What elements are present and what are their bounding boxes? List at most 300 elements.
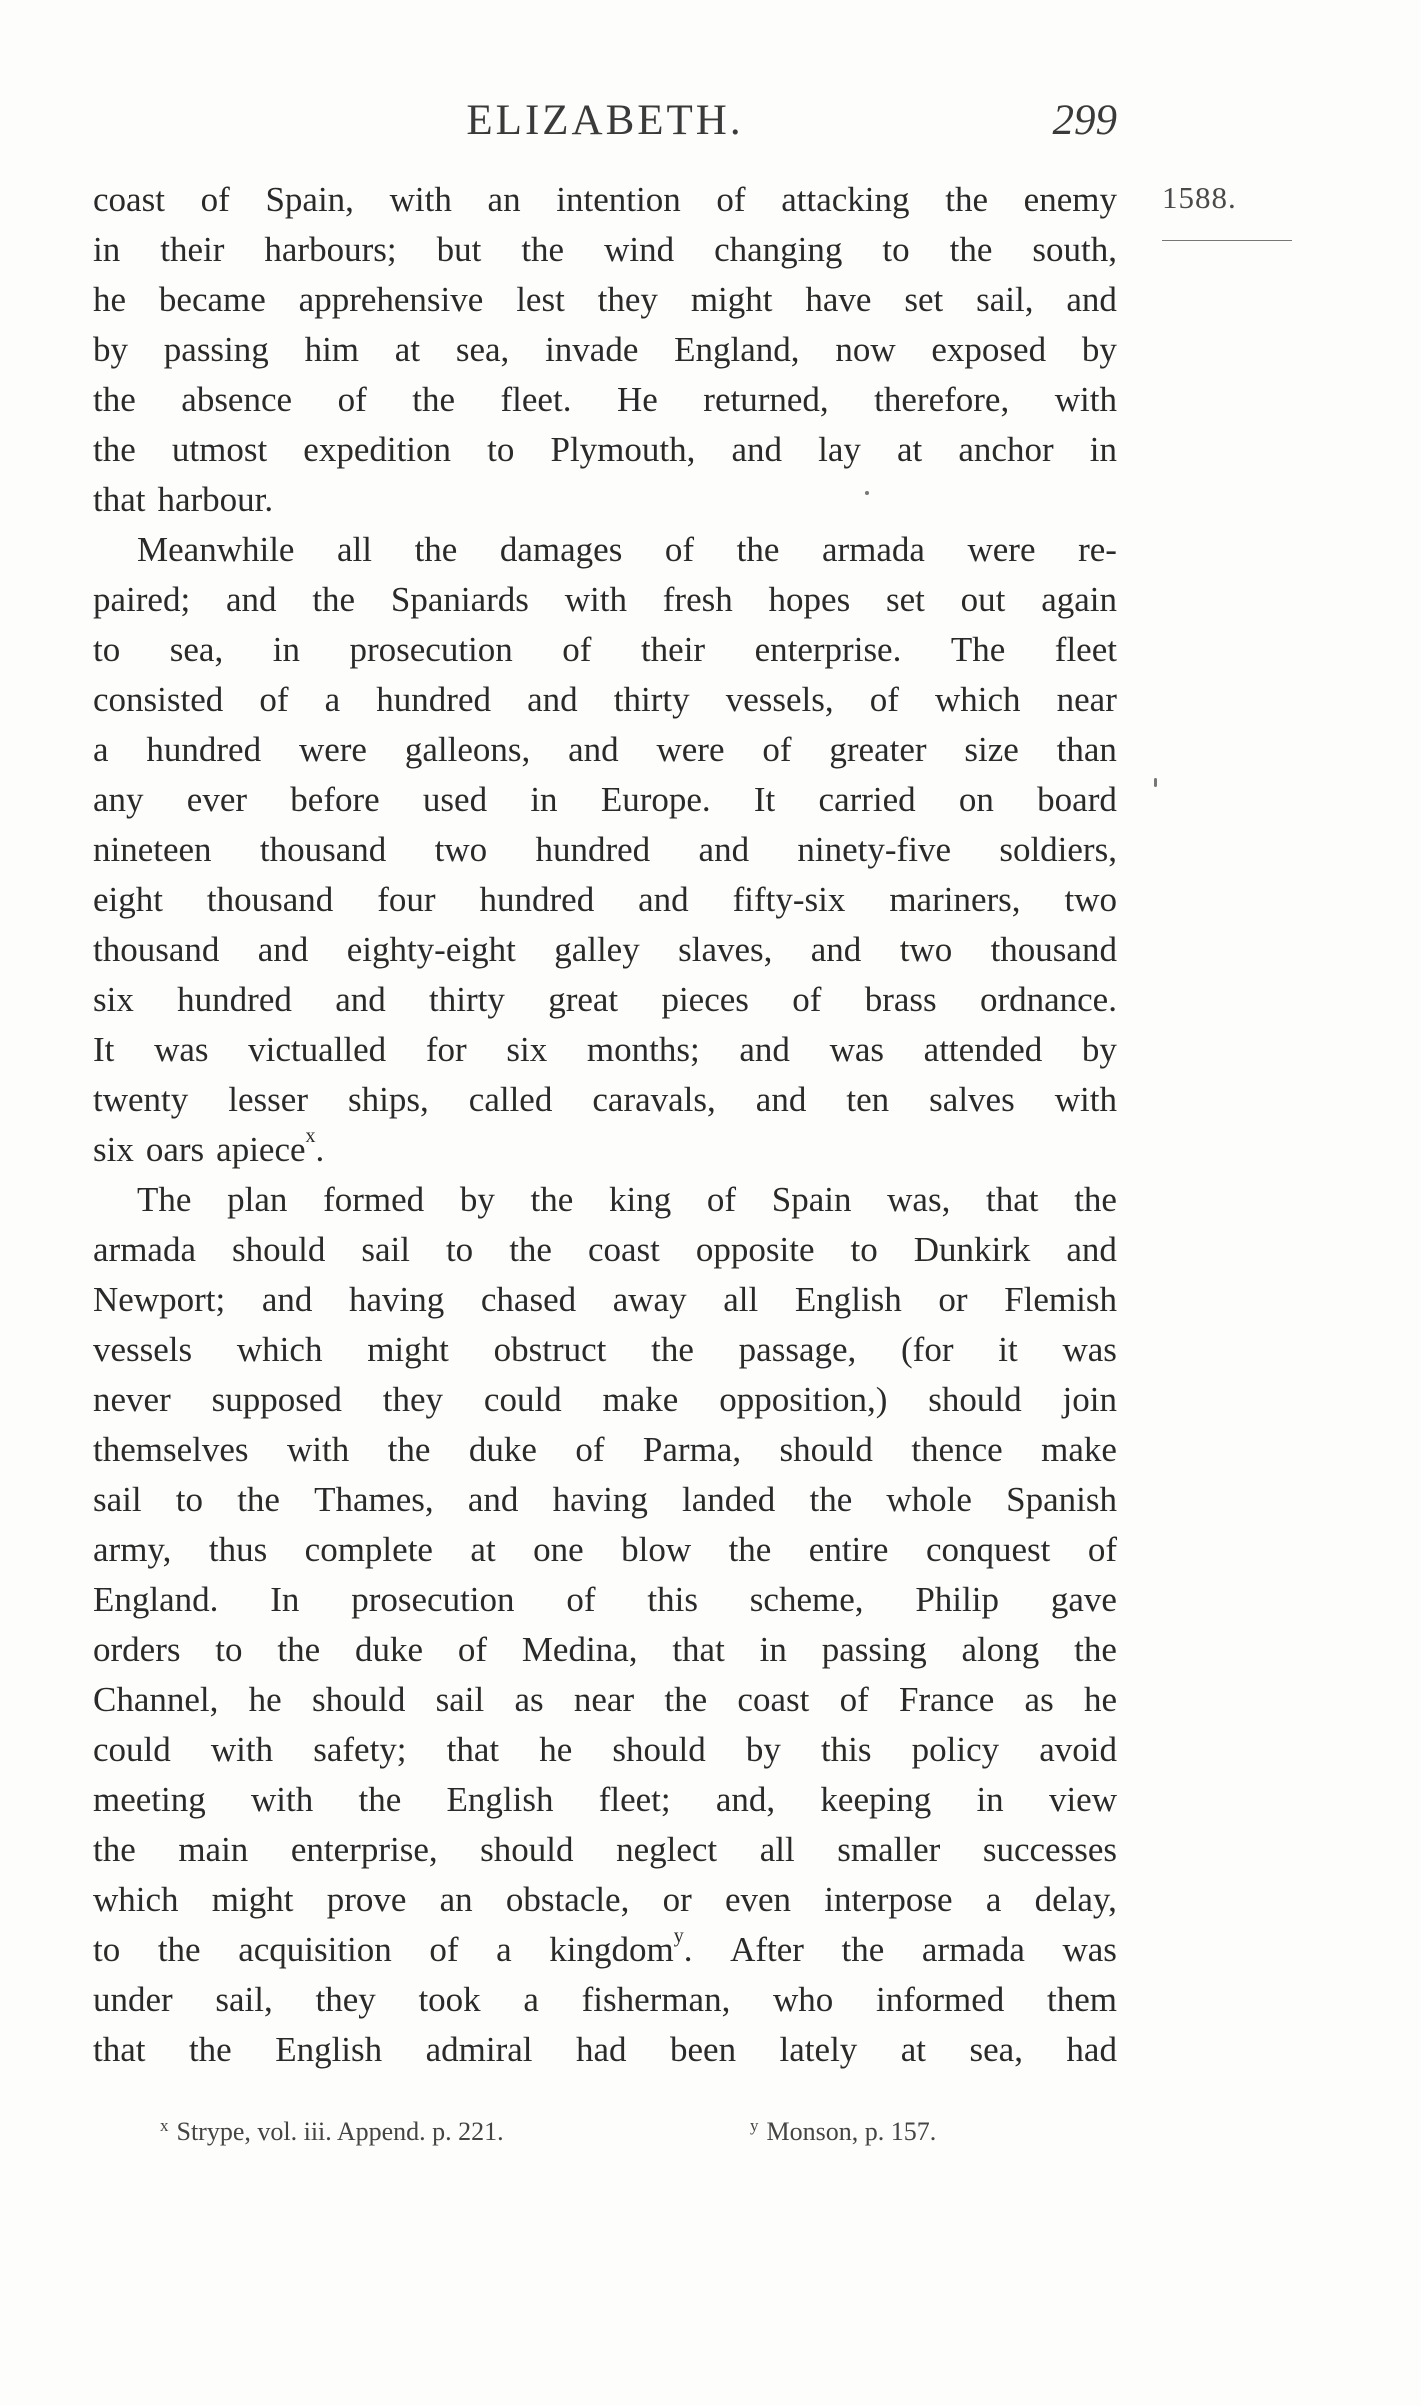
word: avoid (1039, 1730, 1117, 1769)
word: passing (163, 330, 269, 369)
footnote-y (750, 2117, 936, 2147)
word: and (225, 580, 277, 619)
word: neglect (616, 1830, 718, 1869)
body-text (93, 175, 1117, 2075)
word: of (664, 530, 695, 569)
word: prosecution (349, 630, 513, 669)
word: vessels, (725, 680, 834, 719)
word: The (137, 1180, 192, 1219)
word: apiece$^x$. (216, 1125, 325, 1169)
word: in (272, 630, 300, 669)
word: the (188, 2030, 232, 2069)
word: armada (921, 1930, 1025, 1969)
word: with (1054, 1080, 1117, 1119)
word: successes (982, 1830, 1117, 1869)
word: or (938, 1280, 968, 1319)
word: brass (864, 980, 937, 1019)
word: armada (93, 1230, 196, 1269)
word: away (612, 1280, 687, 1319)
word: armada (821, 530, 925, 569)
word: he (93, 280, 127, 319)
text-line (93, 1425, 1117, 1475)
word: that (93, 480, 146, 519)
word: at (394, 330, 421, 369)
word: the (736, 530, 780, 569)
footnote-mark: y (750, 2116, 759, 2135)
word: hundred (177, 980, 292, 1019)
word: landed (682, 1480, 776, 1519)
word: passage, (738, 1330, 857, 1369)
word: at (470, 1530, 496, 1569)
word: complete (304, 1530, 433, 1569)
word: size (964, 730, 1019, 769)
word: kingdom$^y$. (549, 1925, 693, 1969)
word: hundred (146, 730, 262, 769)
word: fresh (662, 580, 733, 619)
text-line (93, 525, 1117, 575)
word: intention (556, 180, 681, 219)
word: might (211, 1880, 294, 1919)
word: invade (545, 330, 639, 369)
word: for (425, 1030, 467, 1069)
word: admiral (425, 2030, 533, 2069)
word: Newport; (93, 1280, 226, 1319)
word: attacking (781, 180, 910, 219)
word: of (200, 180, 230, 219)
word: safety; (313, 1730, 407, 1769)
word: the (530, 1180, 574, 1219)
word: Spaniards (390, 580, 529, 619)
word: was (1062, 1330, 1117, 1369)
word: an (487, 180, 521, 219)
word: been (670, 2030, 737, 2069)
text-line (93, 275, 1117, 325)
word: mariners, (889, 880, 1021, 919)
text-line (93, 825, 1117, 875)
word: lest (516, 280, 565, 319)
word: anchor (958, 430, 1054, 469)
word: thousand (259, 830, 387, 869)
word: conquest (925, 1530, 1051, 1569)
word: was (829, 1030, 884, 1069)
word: and (638, 880, 689, 919)
word: carried (818, 780, 916, 819)
word: Spain (771, 1180, 852, 1219)
margin-rule (1162, 240, 1292, 241)
word: could (93, 1730, 171, 1769)
word: or (662, 1880, 692, 1919)
word: that (986, 1180, 1039, 1219)
word: that (93, 2030, 146, 2069)
word: to (175, 1480, 204, 1519)
word: all (723, 1280, 759, 1319)
word: eighty-eight (346, 930, 516, 969)
word: and, (715, 1780, 776, 1819)
word: were (298, 730, 367, 769)
word: sea, (169, 630, 224, 669)
word: policy (911, 1730, 1000, 1769)
word: in (93, 230, 121, 269)
word: galleons, (404, 730, 531, 769)
word: scheme, (749, 1580, 864, 1619)
word: coast (587, 1230, 660, 1269)
word: (for (901, 1330, 954, 1369)
word: the (277, 1630, 321, 1669)
word: in (976, 1780, 1004, 1819)
word: the (93, 430, 136, 469)
word: acquisition (238, 1930, 392, 1969)
word: lesser (228, 1080, 308, 1119)
word: the (945, 180, 988, 219)
word: enemy (1023, 180, 1117, 219)
text-line (93, 1625, 1117, 1675)
word: by (1081, 330, 1117, 369)
text-line (93, 925, 1117, 975)
text-line (93, 2025, 1117, 2075)
word: should (928, 1380, 1022, 1419)
word: blow (621, 1530, 692, 1569)
word: had (575, 2030, 627, 2069)
word: to (445, 1230, 474, 1269)
word: the (93, 380, 136, 419)
word: of (792, 980, 822, 1019)
word: months; (586, 1030, 700, 1069)
text-line (93, 1825, 1117, 1875)
word: the (237, 1480, 280, 1519)
word: having (552, 1480, 648, 1519)
word: enterprise, (290, 1830, 438, 1869)
word: of (562, 630, 592, 669)
word: fleet. (500, 380, 572, 419)
word: and (527, 680, 578, 719)
word: king (608, 1180, 672, 1219)
word: as (514, 1680, 544, 1719)
word: any (93, 780, 144, 819)
word: The (950, 630, 1006, 669)
word: hopes (768, 580, 851, 619)
word: should (612, 1730, 706, 1769)
word: lay (818, 430, 861, 469)
word: Channel, (93, 1680, 219, 1719)
word: this (647, 1580, 698, 1619)
word: the (841, 1930, 885, 1969)
text-line (93, 625, 1117, 675)
word: they (315, 1980, 376, 2019)
word: with (210, 1730, 274, 1769)
word: and (739, 1030, 790, 1069)
word: by (93, 330, 128, 369)
word: harbours; (264, 230, 397, 269)
word: gave (1050, 1580, 1117, 1619)
word: a (93, 730, 109, 769)
word: opposition,) (719, 1380, 888, 1419)
paper-speck (865, 491, 869, 495)
text-line (93, 1925, 1117, 1975)
word: sail, (976, 280, 1034, 319)
word: of (575, 1430, 605, 1469)
word: but (436, 230, 482, 269)
word: victualled (248, 1030, 387, 1069)
word: he (248, 1680, 282, 1719)
word: prove (326, 1880, 407, 1919)
word: set (904, 280, 944, 319)
word: soldiers, (999, 830, 1117, 869)
text-line (93, 1975, 1117, 2025)
word: to (850, 1230, 878, 1269)
word: twenty (93, 1080, 189, 1119)
word: which (934, 680, 1021, 719)
word: an (439, 1880, 473, 1919)
word: Plymouth, (550, 430, 696, 469)
word: called (468, 1080, 553, 1119)
word: ever (186, 780, 248, 819)
word: than (1056, 730, 1117, 769)
word: utmost (171, 430, 268, 469)
word: board (1037, 780, 1117, 819)
word: the (1074, 1180, 1117, 1219)
word: never (93, 1380, 171, 1419)
text-line (93, 1025, 1117, 1075)
word: to (487, 430, 515, 469)
word: caravals, (592, 1080, 716, 1119)
word: to (93, 1930, 121, 1969)
word: opposite (695, 1230, 815, 1269)
word: lately (779, 2030, 858, 2069)
word: near (573, 1680, 635, 1719)
text-line (93, 225, 1117, 275)
text-line (93, 1325, 1117, 1375)
word: south, (1032, 230, 1117, 269)
word: six (506, 1030, 548, 1069)
word: all (759, 1830, 795, 1869)
word: paired; (93, 580, 191, 619)
word: in (759, 1630, 787, 1669)
word: of (706, 1180, 737, 1219)
text-line (93, 1525, 1117, 1575)
word: sail, (215, 1980, 273, 2019)
word: chased (480, 1280, 577, 1319)
word: that (672, 1630, 725, 1669)
word: of (869, 680, 899, 719)
word: six (93, 1130, 134, 1169)
word: a (496, 1930, 512, 1969)
word: smaller (837, 1830, 941, 1869)
word: meeting (93, 1780, 206, 1819)
word: could (483, 1380, 562, 1419)
word: at (897, 430, 923, 469)
word: them (1047, 1980, 1117, 2019)
word: he (539, 1730, 573, 1769)
word: the (358, 1780, 402, 1819)
footnote-text: Monson, p. 157. (766, 2117, 937, 2146)
word: out (960, 580, 1006, 619)
word: England, (674, 330, 800, 369)
word: vessels (93, 1330, 193, 1369)
word: the (93, 1830, 136, 1869)
word: informed (876, 1980, 1005, 2019)
word: having (349, 1280, 445, 1319)
word: keeping (820, 1780, 932, 1819)
word: obstruct (493, 1330, 607, 1369)
page-number: 299 (1052, 97, 1117, 144)
word: used (422, 780, 488, 819)
word: the (664, 1680, 708, 1719)
word: of (337, 380, 367, 419)
word: of (259, 680, 289, 719)
word: hundred (535, 830, 651, 869)
word: sail (361, 1230, 410, 1269)
text-line (93, 1725, 1117, 1775)
word: was (154, 1030, 209, 1069)
word: and (755, 1080, 807, 1119)
word: this (820, 1730, 872, 1769)
word: sea, (969, 2030, 1023, 2069)
word: galley (554, 930, 640, 969)
word: should (311, 1680, 406, 1719)
word: of (1087, 1530, 1117, 1569)
word: great (548, 980, 619, 1019)
word: thence (911, 1430, 1003, 1469)
word: It (93, 1030, 115, 1069)
word: greater (829, 730, 927, 769)
word: by (459, 1180, 495, 1219)
word: and (335, 980, 386, 1019)
word: interpose (824, 1880, 953, 1919)
text-line (93, 775, 1117, 825)
word: salves (929, 1080, 1015, 1119)
word: might (690, 280, 773, 319)
word: Spanish (1006, 1480, 1117, 1519)
word: He (616, 380, 658, 419)
text-line (93, 325, 1117, 375)
text-line (93, 1225, 1117, 1275)
word: to (93, 630, 121, 669)
word: of (566, 1580, 596, 1619)
word: and (1066, 1230, 1117, 1269)
word: near (1056, 680, 1117, 719)
word: the (651, 1330, 694, 1369)
word: the (414, 530, 458, 569)
word: they (597, 280, 658, 319)
word: him (304, 330, 360, 369)
word: set (885, 580, 925, 619)
word: the (509, 1230, 552, 1269)
word: slaves, (678, 930, 773, 969)
word: with (1054, 380, 1117, 419)
word: and (731, 430, 783, 469)
word: duke (354, 1630, 423, 1669)
footnote-mark: x (160, 2116, 169, 2135)
text-line (93, 175, 1117, 225)
word: In (270, 1580, 300, 1619)
word: Meanwhile (137, 530, 295, 569)
word: with (251, 1780, 314, 1819)
word: damages (499, 530, 623, 569)
word: whole (886, 1480, 972, 1519)
word: the (387, 1430, 431, 1469)
word: again (1041, 580, 1117, 619)
word: to (882, 230, 910, 269)
word: fleet (1054, 630, 1117, 669)
word: main (178, 1830, 249, 1869)
word: Philip (915, 1580, 999, 1619)
footnote-ref-y: y (673, 1925, 684, 1948)
text-line (93, 1775, 1117, 1825)
word: the (412, 380, 455, 419)
text-line (93, 975, 1117, 1025)
word: the (728, 1530, 772, 1569)
word: English (275, 2030, 383, 2069)
word: delay, (1034, 1880, 1117, 1919)
word: became (158, 280, 266, 319)
text-line (93, 1475, 1117, 1525)
text-line (93, 725, 1117, 775)
word: even (724, 1880, 792, 1919)
word: expedition (303, 430, 452, 469)
word: thirty (429, 980, 505, 1019)
word: the (312, 580, 356, 619)
word: of (429, 1930, 459, 1969)
word: hundred (376, 680, 491, 719)
word: sail (435, 1680, 485, 1719)
word: on (958, 780, 994, 819)
word: four (377, 880, 436, 919)
word: France (899, 1680, 995, 1719)
word: therefore, (874, 380, 1010, 419)
text-line (93, 1275, 1117, 1325)
word: harbour. (157, 480, 274, 519)
word: attended (923, 1030, 1043, 1069)
word: Flemish (1004, 1280, 1117, 1319)
running-title: ELIZABETH. (466, 97, 744, 144)
word: thus (208, 1530, 268, 1569)
word: as (1024, 1680, 1054, 1719)
word: one (533, 1530, 584, 1569)
word: oars (145, 1130, 205, 1169)
word: plan (227, 1180, 288, 1219)
word: thousand (990, 930, 1117, 969)
running-head (93, 96, 1117, 156)
word: absence (181, 380, 293, 419)
word: should (231, 1230, 326, 1269)
word: all (337, 530, 372, 569)
word: which (93, 1880, 179, 1919)
word: After (730, 1930, 804, 1969)
word: of (457, 1630, 487, 1669)
word: enterprise. (754, 630, 902, 669)
word: the (1074, 1630, 1117, 1669)
word: and (1066, 280, 1117, 319)
word: before (290, 780, 380, 819)
margin-year-note: 1588. (1162, 180, 1237, 215)
word: Spain, (265, 180, 354, 219)
word: that (446, 1730, 500, 1769)
word: Dunkirk (913, 1230, 1031, 1269)
word: a (324, 680, 341, 719)
word: should (779, 1430, 873, 1469)
text-line (93, 675, 1117, 725)
word: along (961, 1630, 1040, 1669)
word: wind (604, 230, 675, 269)
word: six (93, 980, 134, 1019)
word: army, (93, 1530, 172, 1569)
text-line (93, 1175, 1117, 1225)
word: It (753, 780, 776, 819)
word: English (446, 1780, 554, 1819)
text-line (93, 1375, 1117, 1425)
word: now (835, 330, 896, 369)
word: and (568, 730, 619, 769)
